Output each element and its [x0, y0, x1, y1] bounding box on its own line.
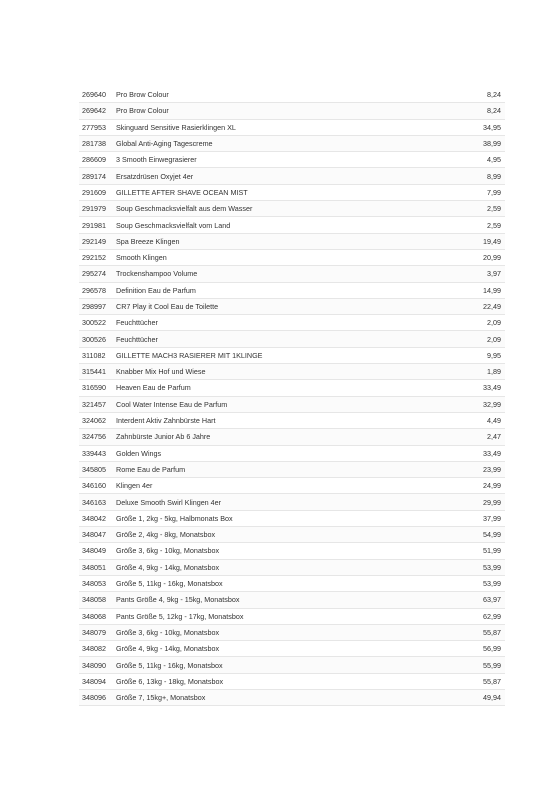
- product-name: Größe 4, 9kg - 14kg, Monatsbox: [116, 562, 220, 572]
- product-price: 22,49: [483, 302, 501, 311]
- product-id: 348051: [82, 562, 106, 572]
- table-row: [79, 494, 505, 510]
- product-id: 321457: [82, 399, 106, 409]
- product-price: 9,95: [487, 350, 501, 360]
- product-id: 292152: [82, 253, 106, 263]
- table-row: [79, 446, 505, 462]
- product-id: 324756: [82, 432, 106, 442]
- product-id: 339443: [82, 448, 106, 458]
- product-id: 298997: [82, 302, 106, 311]
- product-price: 33,49: [483, 448, 501, 458]
- product-price: 20,99: [483, 253, 501, 263]
- product-id: 348058: [82, 595, 106, 605]
- table-row: [79, 413, 505, 429]
- table-row: [79, 625, 505, 641]
- product-name: Pants Größe 5, 12kg - 17kg, Monatsbox: [116, 611, 244, 621]
- table-row: [79, 185, 505, 201]
- product-id: 291981: [82, 220, 106, 230]
- product-name: Größe 5, 11kg - 16kg, Monatsbox: [116, 579, 223, 589]
- product-id: 348042: [82, 513, 106, 523]
- product-name: Feuchttücher: [116, 334, 158, 344]
- product-price: 23,99: [483, 464, 501, 474]
- product-id: 346160: [82, 481, 106, 491]
- product-price: 19,49: [483, 236, 501, 246]
- table-row: [79, 511, 505, 527]
- product-price: 1,89: [487, 367, 501, 377]
- product-price: 2,59: [487, 204, 501, 214]
- table-row: [79, 429, 505, 445]
- table-row: [79, 364, 505, 380]
- table-row: [79, 527, 505, 543]
- product-id: 348068: [82, 611, 106, 621]
- product-id: 300526: [82, 334, 106, 344]
- product-name: Rome Eau de Parfum: [116, 464, 186, 474]
- product-id: 277953: [82, 122, 106, 132]
- product-id: 286609: [82, 155, 106, 165]
- product-price: 2,09: [487, 334, 501, 344]
- product-name: Soup Geschmacksvielfalt aus dem Wasser: [116, 204, 253, 214]
- table-row: [79, 397, 505, 413]
- product-id: 269640: [82, 90, 106, 100]
- product-price: 8,24: [487, 106, 501, 116]
- table-row: [79, 120, 505, 136]
- table-row: [79, 136, 505, 152]
- product-name: Golden Wings: [116, 448, 162, 458]
- product-name: Pants Größe 4, 9kg - 15kg, Monatsbox: [116, 595, 240, 605]
- table-row: [79, 299, 505, 315]
- product-price: 8,99: [487, 171, 501, 181]
- product-id: 348047: [82, 530, 106, 540]
- product-id: 348090: [82, 660, 106, 670]
- product-price: 4,49: [487, 416, 501, 426]
- table-row: [79, 592, 505, 608]
- product-name: Größe 2, 4kg - 8kg, Monatsbox: [116, 530, 216, 540]
- table-row: [79, 217, 505, 233]
- product-price: 7,99: [487, 187, 501, 197]
- table-row: [79, 348, 505, 364]
- product-name: Definition Eau de Parfum: [116, 285, 196, 295]
- product-id: 300522: [82, 318, 106, 328]
- product-id: 289174: [82, 171, 106, 181]
- product-price: 53,99: [483, 562, 501, 572]
- table-row: [79, 234, 505, 250]
- product-price: 8,24: [487, 90, 501, 100]
- product-name: Größe 7, 15kg+, Monatsbox: [116, 693, 206, 703]
- product-name: Cool Water Intense Eau de Parfum: [116, 399, 228, 409]
- product-id: 316590: [82, 383, 106, 393]
- table-row: [79, 478, 505, 494]
- product-name: Größe 5, 11kg - 16kg, Monatsbox: [116, 660, 223, 670]
- product-name: Skinguard Sensitive Rasierklingen XL: [116, 122, 236, 132]
- table-row: [79, 103, 505, 119]
- product-id: 348079: [82, 627, 106, 637]
- table-row: [79, 543, 505, 559]
- product-id: 295274: [82, 269, 106, 279]
- table-row: [79, 690, 505, 706]
- product-name: 3 Smooth Einwegrasierer: [116, 155, 197, 165]
- product-price: 62,99: [483, 611, 501, 621]
- product-price: 55,87: [483, 676, 501, 686]
- product-name: Größe 1, 2kg - 5kg, Halbmonats Box: [116, 513, 233, 523]
- table-row: [79, 560, 505, 576]
- product-id: 345805: [82, 464, 106, 474]
- table-row: [79, 380, 505, 396]
- product-id: 292149: [82, 236, 106, 246]
- table-row: [79, 168, 505, 184]
- product-name: Global Anti-Aging Tagescreme: [116, 139, 213, 149]
- table-row: [79, 87, 505, 103]
- product-price: 14,99: [483, 285, 501, 295]
- product-name: Deluxe Smooth Swirl Klingen 4er: [116, 497, 222, 507]
- product-id: 311082: [82, 350, 106, 360]
- product-name: GILLETTE MACH3 RASIERER MIT 1KLINGE: [116, 350, 263, 360]
- product-price: 53,99: [483, 579, 501, 589]
- product-name: Klingen 4er: [116, 481, 153, 491]
- product-id: 324062: [82, 416, 106, 426]
- table-row: [79, 462, 505, 478]
- product-price: 55,99: [483, 660, 501, 670]
- table-row: [79, 201, 505, 217]
- table-row: [79, 657, 505, 673]
- product-id: 269642: [82, 106, 106, 116]
- product-name: Größe 3, 6kg - 10kg, Monatsbox: [116, 546, 220, 556]
- product-price: 3,97: [487, 269, 501, 279]
- product-price: 63,97: [483, 595, 501, 605]
- product-name: Smooth Klingen: [116, 253, 167, 263]
- product-name: Pro Brow Colour: [116, 106, 169, 116]
- table-row: [79, 266, 505, 282]
- product-name: Soup Geschmacksvielfalt vom Land: [116, 220, 231, 230]
- table-row: [79, 641, 505, 657]
- product-price: 51,99: [483, 546, 501, 556]
- product-id: 348094: [82, 676, 106, 686]
- product-id: 348049: [82, 546, 106, 556]
- product-name: Pro Brow Colour: [116, 90, 169, 100]
- product-price: 32,99: [483, 399, 501, 409]
- product-name: Interdent Aktiv Zahnbürste Hart: [116, 416, 216, 426]
- product-name: Feuchttücher: [116, 318, 158, 328]
- table-row: [79, 152, 505, 168]
- product-id: 291609: [82, 187, 106, 197]
- product-price-table: [79, 87, 505, 706]
- product-price: 54,99: [483, 530, 501, 540]
- product-id: 281738: [82, 139, 106, 149]
- table-row: [79, 576, 505, 592]
- product-price: 29,99: [483, 497, 501, 507]
- product-price: 2,59: [487, 220, 501, 230]
- product-price: 34,95: [483, 122, 501, 132]
- product-price: 49,94: [483, 693, 501, 703]
- product-price: 56,99: [483, 644, 501, 654]
- product-price: 24,99: [483, 481, 501, 491]
- table-row: [79, 609, 505, 625]
- table-row: [79, 283, 505, 299]
- product-id: 315441: [82, 367, 106, 377]
- product-price: 4,95: [487, 155, 501, 165]
- product-price: 2,09: [487, 318, 501, 328]
- product-id: 296578: [82, 285, 106, 295]
- product-price: 37,99: [483, 513, 501, 523]
- product-price: 55,87: [483, 627, 501, 637]
- product-id: 291979: [82, 204, 106, 214]
- product-id: 348053: [82, 579, 106, 589]
- product-name: Zahnbürste Junior Ab 6 Jahre: [116, 432, 211, 442]
- product-price: 33,49: [483, 383, 501, 393]
- product-price: 38,99: [483, 139, 501, 149]
- product-name: Spa Breeze Klingen: [116, 236, 180, 246]
- product-name: Knabber Mix Hof und Wiese: [116, 367, 206, 377]
- product-name: Größe 3, 6kg - 10kg, Monatsbox: [116, 627, 220, 637]
- product-id: 348082: [82, 644, 106, 654]
- product-id: 346163: [82, 497, 106, 507]
- table-row: [79, 674, 505, 690]
- product-name: CR7 Play it Cool Eau de Toilette: [116, 302, 219, 311]
- product-name: GILLETTE AFTER SHAVE OCEAN MIST: [116, 187, 248, 197]
- table-row: [79, 331, 505, 347]
- table-row: [79, 315, 505, 331]
- product-name: Größe 6, 13kg - 18kg, Monatsbox: [116, 676, 224, 686]
- table-row: [79, 250, 505, 266]
- product-name: Heaven Eau de Parfum: [116, 383, 191, 393]
- product-name: Ersatzdrüsen Oxyjet 4er: [116, 171, 194, 181]
- product-price: 2,47: [487, 432, 501, 442]
- product-name: Trockenshampoo Volume: [116, 269, 198, 279]
- product-id: 348096: [82, 693, 106, 703]
- product-name: Größe 4, 9kg - 14kg, Monatsbox: [116, 644, 220, 654]
